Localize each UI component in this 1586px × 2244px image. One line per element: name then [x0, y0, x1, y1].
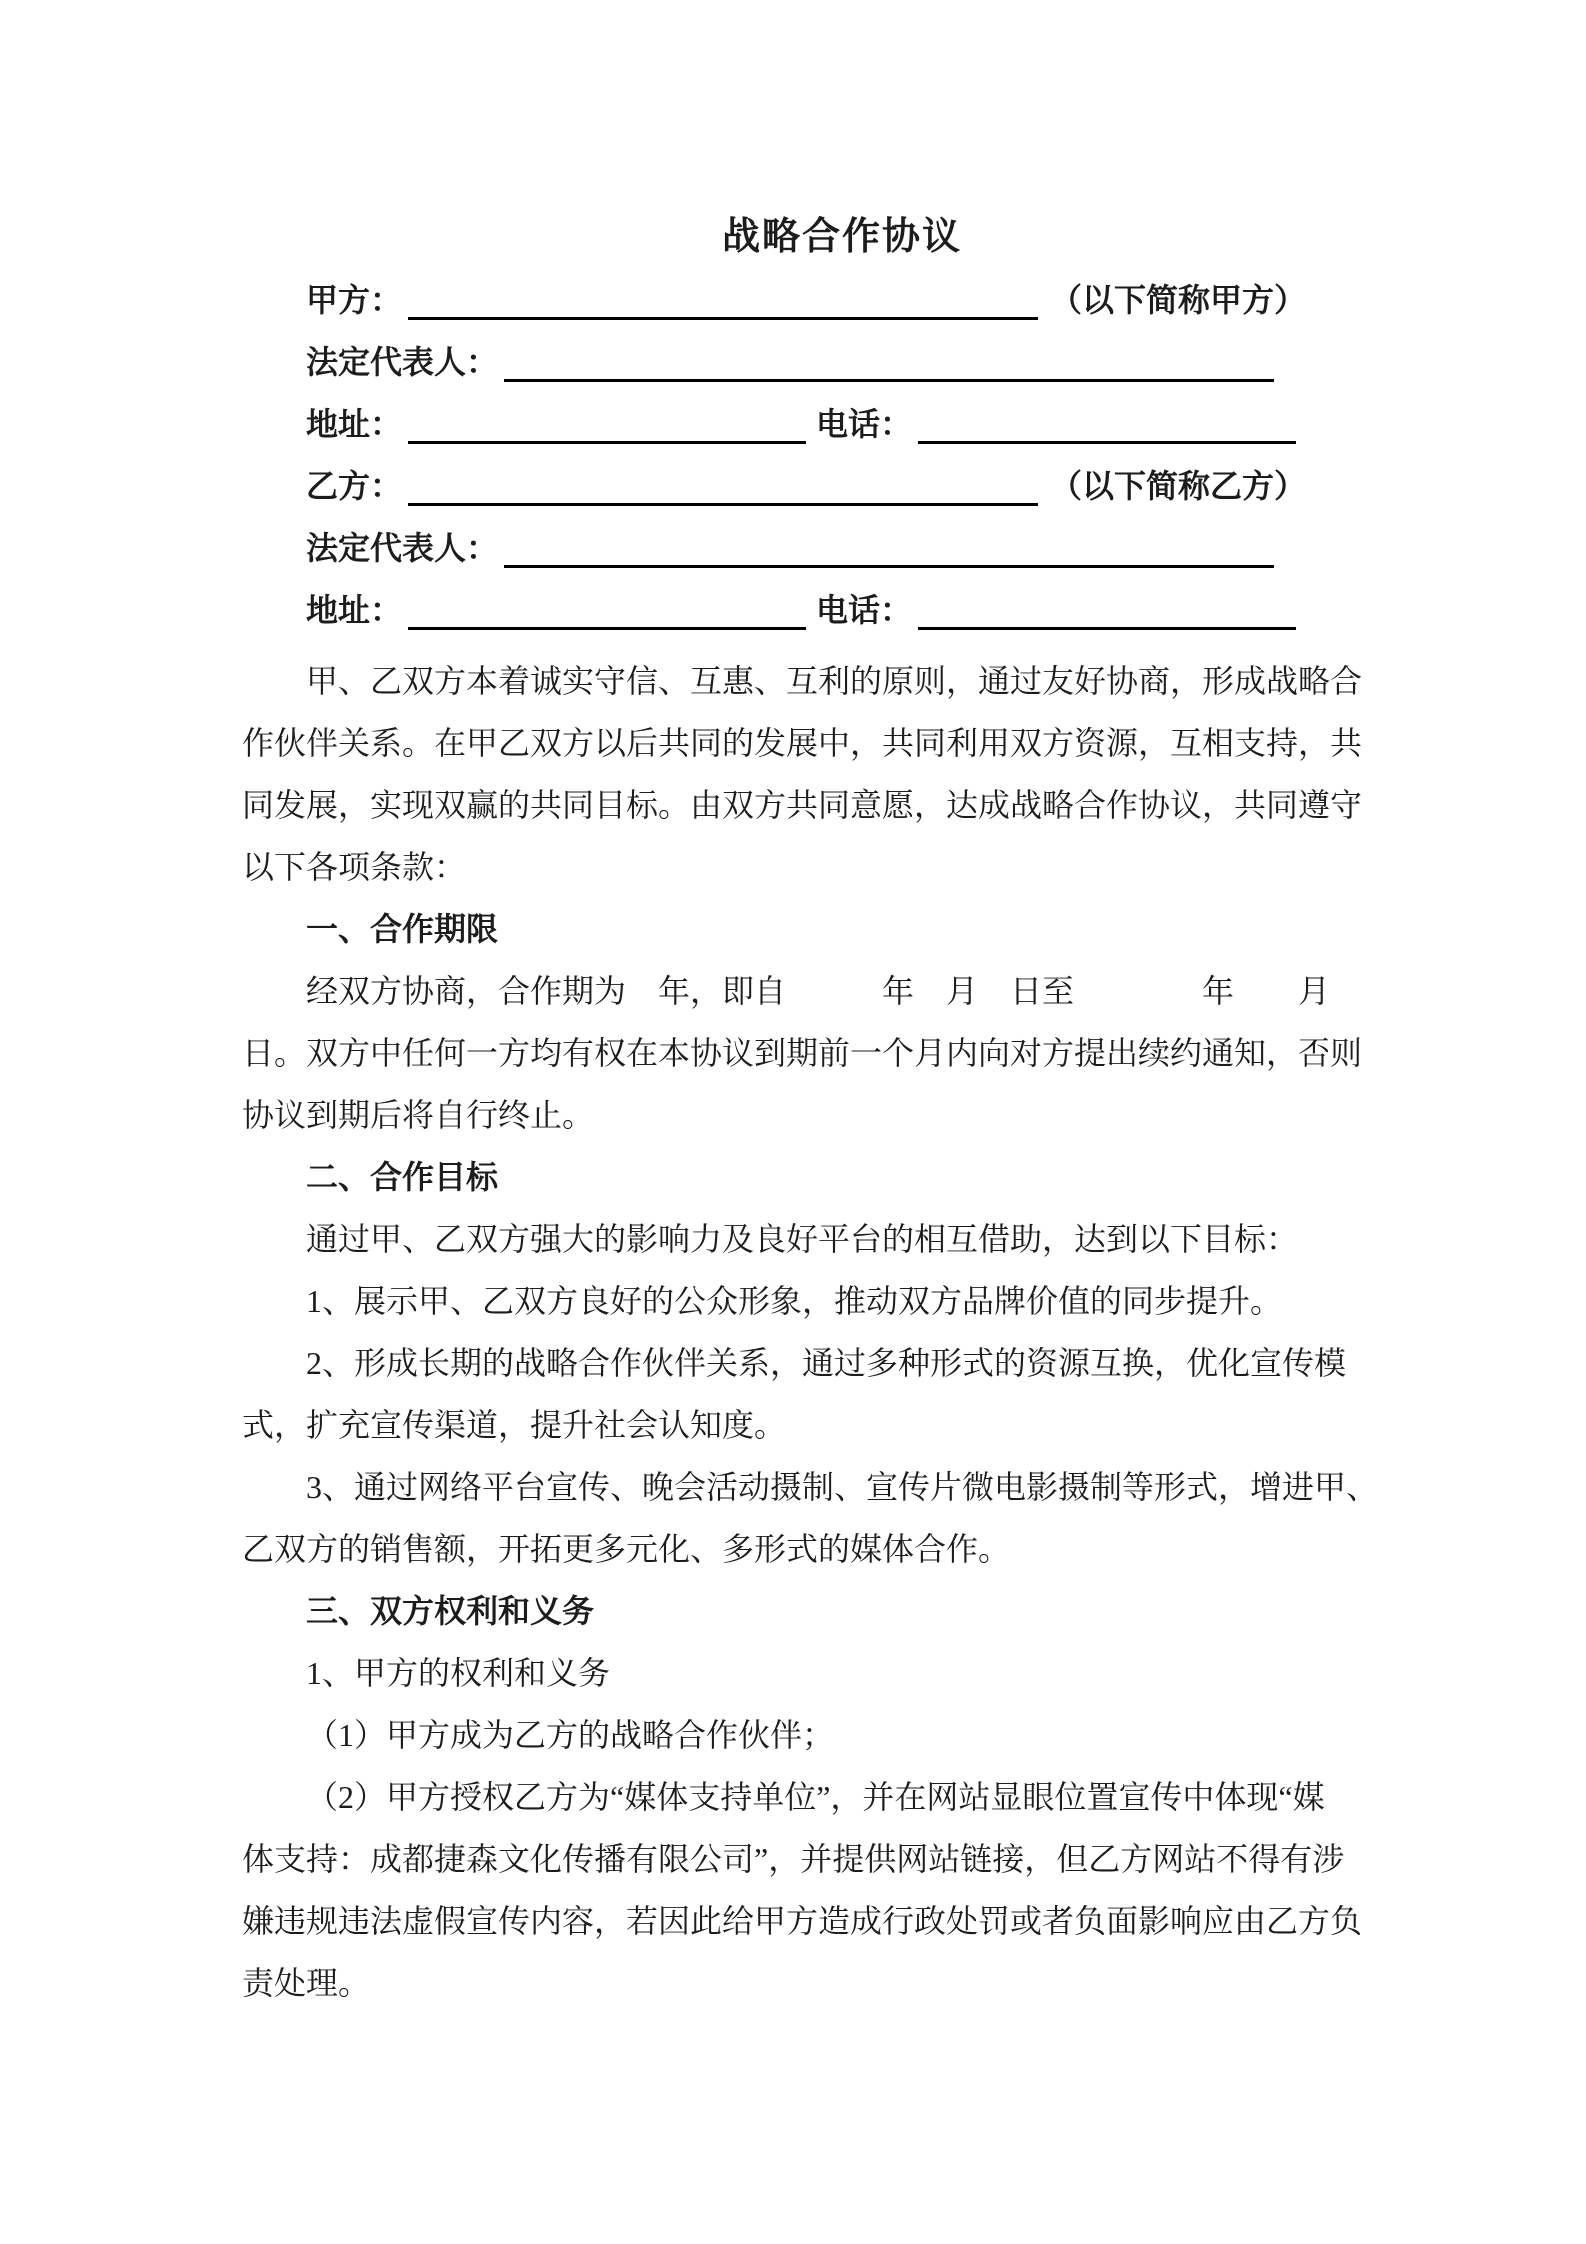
- legal-rep-a-blank-line[interactable]: [504, 341, 1274, 382]
- party-a-blank-line[interactable]: [408, 279, 1038, 320]
- body-line: 1、甲方的权利和义务: [306, 1655, 611, 1691]
- section-heading-2: 二、合作目标: [306, 1159, 499, 1195]
- body-line: 乙双方的销售额，开拓更多元化、多形式的媒体合作。: [242, 1531, 1011, 1567]
- field-row-legal-rep-a: [306, 334, 1274, 382]
- party-b-blank-line[interactable]: [408, 465, 1038, 506]
- body-line: 甲、乙双方本着诚实守信、互惠、互利的原则，通过友好协商，形成战略合: [306, 663, 1363, 699]
- party-b-suffix: （以下简称乙方）: [1050, 468, 1307, 504]
- party-a-suffix: （以下简称甲方）: [1050, 282, 1307, 318]
- body-line: 作伙伴关系。在甲乙双方以后共同的发展中，共同利用双方资源，互相支持，共: [242, 725, 1363, 761]
- phone-b-blank-line[interactable]: [918, 589, 1296, 630]
- body-line: 责处理。: [242, 1965, 371, 2001]
- party-b-label: 乙方：: [306, 468, 403, 504]
- body-line: （2）甲方授权乙方为“媒体支持单位”，并在网站显眼位置宣传中体现“媒: [306, 1779, 1325, 1815]
- phone-a-label: 电话：: [816, 406, 913, 442]
- body-line: 同发展，实现双赢的共同目标。由双方共同意愿，达成战略合作协议，共同遵守: [242, 787, 1363, 823]
- section-heading-1: 一、合作期限: [306, 911, 499, 947]
- legal-rep-b-label: 法定代表人：: [306, 530, 499, 566]
- party-a-label: 甲方：: [306, 282, 403, 318]
- body-line: 1、展示甲、乙双方良好的公众形象，推动双方品牌价值的同步提升。: [306, 1283, 1283, 1319]
- body-line: 3、通过网络平台宣传、晚会活动摄制、宣传片微电影摄制等形式，增进甲、: [306, 1469, 1379, 1505]
- address-b-label: 地址：: [306, 592, 403, 628]
- body-line: 通过甲、乙双方强大的影响力及良好平台的相互借助，达到以下目标：: [306, 1221, 1299, 1257]
- address-b-blank-line[interactable]: [408, 589, 806, 630]
- document-title: 战略合作协议: [721, 216, 962, 258]
- body-line: 体支持：成都捷森文化传播有限公司”，并提供网站链接，但乙方网站不得有涉: [242, 1841, 1345, 1877]
- body-line: 日。双方中任何一方均有权在本协议到期前一个月内向对方提出续约通知，否则: [242, 1035, 1363, 1071]
- field-row-address-b: [306, 582, 1296, 630]
- address-a-label: 地址：: [306, 406, 403, 442]
- section-heading-3: 三、双方权利和义务: [306, 1593, 595, 1629]
- field-row-legal-rep-b: [306, 520, 1274, 568]
- phone-b-label: 电话：: [816, 592, 913, 628]
- phone-a-blank-line[interactable]: [918, 403, 1296, 444]
- legal-rep-b-blank-line[interactable]: [504, 527, 1274, 568]
- address-a-blank-line[interactable]: [408, 403, 806, 444]
- legal-rep-a-label: 法定代表人：: [306, 344, 499, 380]
- body-line: 协议到期后将自行终止。: [242, 1097, 595, 1133]
- body-line: 2、形成长期的战略合作伙伴关系，通过多种形式的资源互换，优化宣传模: [306, 1345, 1347, 1381]
- body-line: （1）甲方成为乙方的战略合作伙伴；: [306, 1717, 835, 1753]
- field-row-party-a: [306, 272, 1306, 320]
- field-row-party-b: [306, 458, 1306, 506]
- body-line: 经双方协商，合作期为 年，即自 年 月 日至 年 月: [306, 973, 1331, 1009]
- contract-body: [242, 650, 1379, 2014]
- body-line: 以下各项条款：: [242, 849, 467, 885]
- body-line: 式，扩充宣传渠道，提升社会认知度。: [242, 1407, 787, 1443]
- field-row-address-a: [306, 396, 1296, 444]
- body-line: 嫌违规违法虚假宣传内容，若因此给甲方造成行政处罚或者负面影响应由乙方负: [242, 1903, 1363, 1939]
